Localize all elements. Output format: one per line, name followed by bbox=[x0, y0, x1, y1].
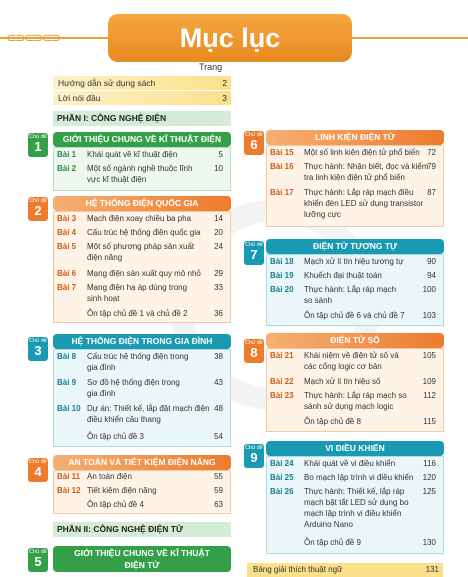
part-heading-2: PHẦN II: CÔNG NGHỆ ĐIỆN TỬ bbox=[53, 522, 231, 537]
chapter-title[interactable]: GIỚI THIỆU CHUNG VỀ KĨ THUẬT ĐIỆN TỬ bbox=[53, 546, 231, 572]
chapter-badge: Chủ đề 3 bbox=[28, 337, 48, 361]
page-title: Mục lục bbox=[179, 23, 281, 53]
chapter-badge: Chủ đề 4 bbox=[28, 458, 48, 482]
page-title-box bbox=[108, 14, 352, 62]
chapter-title[interactable]: ĐIỆN TỬ TƯƠNG TỰ bbox=[266, 239, 444, 254]
chapter-badge: Chủ đề 5 bbox=[28, 548, 48, 572]
chapter-title[interactable]: ĐIỆN TỬ SỐ bbox=[266, 333, 444, 348]
part-heading-1: PHẦN I: CÔNG NGHỆ ĐIỆN bbox=[53, 111, 231, 126]
title-bar bbox=[0, 14, 468, 62]
toc-entry-glossary[interactable]: Bảng giải thích thuật ngữ 131 bbox=[247, 563, 443, 577]
toc-entry-guide[interactable]: Hướng dẫn sử dụng sách 2 bbox=[53, 76, 231, 90]
chapter-title[interactable]: HỆ THỐNG ĐIỆN QUỐC GIA bbox=[53, 196, 231, 211]
chapter-title[interactable]: VI ĐIỀU KHIỂN bbox=[266, 441, 444, 456]
chapter-badge: Chủ đề 7 bbox=[244, 241, 264, 265]
chapter-badge: Chủ đề 2 bbox=[28, 197, 48, 221]
chapter-badge: Chủ đề 9 bbox=[244, 444, 264, 468]
divider-right bbox=[352, 37, 468, 39]
chapter-badge: Chủ đề 6 bbox=[244, 131, 264, 155]
chapter-title[interactable]: GIỚI THIỆU CHUNG VỀ KĨ THUẬT ĐIỆN bbox=[53, 132, 231, 147]
chapter-title[interactable]: HỆ THỐNG ĐIỆN TRONG GIA ĐÌNH bbox=[53, 334, 231, 349]
chapter-badge: Chủ đề 1 bbox=[28, 133, 48, 157]
chapter-title[interactable]: LINH KIỆN ĐIỆN TỬ bbox=[266, 130, 444, 145]
page-column-label: Trang bbox=[199, 62, 223, 72]
chapter-badge: Chủ đề 8 bbox=[244, 339, 264, 363]
chapter-title[interactable]: AN TOÀN VÀ TIẾT KIỆM ĐIỆN NĂNG bbox=[53, 455, 231, 470]
chain-ornament-icon: ⊂⊃⊂⊃⊂⊃ bbox=[6, 30, 60, 45]
toc-entry-preface[interactable]: Lời nói đầu 3 bbox=[53, 91, 231, 105]
